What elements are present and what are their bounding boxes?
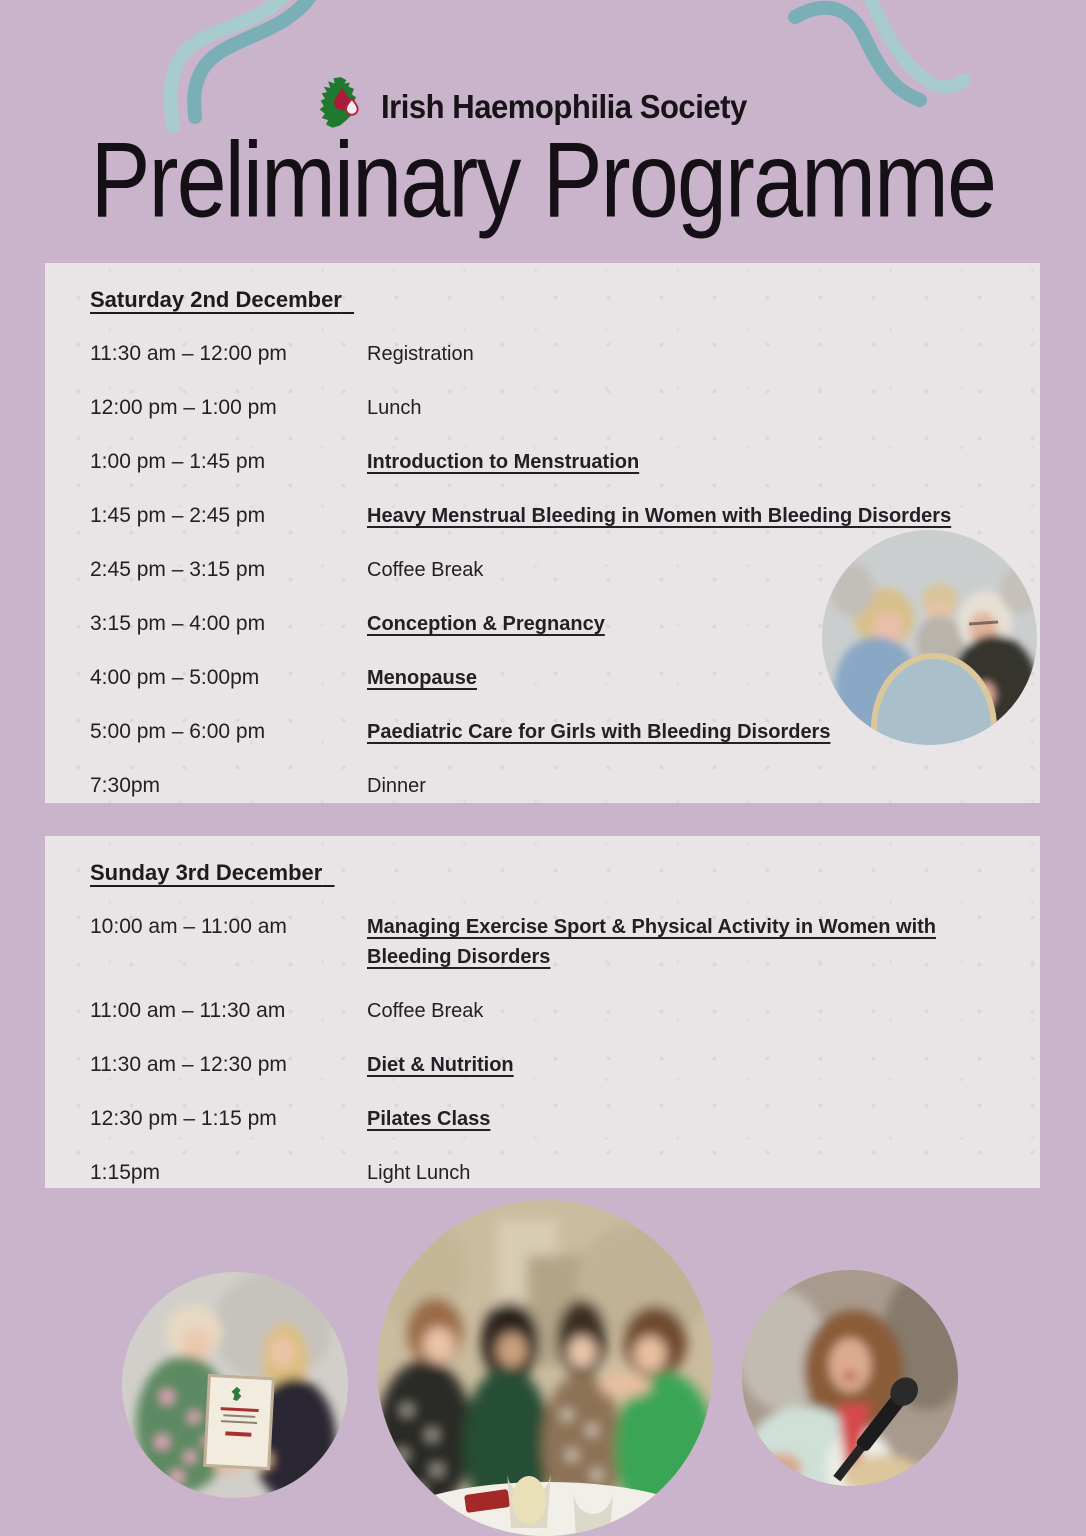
row-event: Registration — [367, 343, 474, 365]
day-heading: Saturday 2nd December — [90, 287, 342, 312]
row-event: Paediatric Care for Girls with Bleeding Disorders — [367, 721, 831, 743]
row-event: Pilates Class — [367, 1108, 491, 1130]
day-rows — [90, 912, 995, 1188]
society-name: Irish Haemophilia Society — [381, 87, 748, 125]
schedule-row — [90, 339, 995, 369]
schedule-row — [90, 1104, 995, 1134]
row-time: 7:30pm — [90, 774, 161, 797]
row-event: Introduction to Menstruation — [367, 451, 640, 473]
schedule-row — [90, 393, 995, 423]
schedule-row — [90, 912, 995, 972]
photo-award-presentation — [122, 1272, 348, 1498]
page-title: Preliminary Programme — [90, 119, 996, 240]
row-time: 11:30 am – 12:00 pm — [90, 342, 287, 365]
row-event: Menopause — [367, 667, 478, 689]
row-event: Managing Exercise Sport & Physical Activity in Women with Bleeding Disorders — [367, 916, 937, 968]
schedule-row — [90, 501, 995, 531]
schedule-row — [90, 717, 995, 747]
row-time: 4:00 pm – 5:00pm — [90, 666, 260, 689]
row-event: Coffee Break — [367, 559, 484, 581]
row-time: 5:00 pm – 6:00 pm — [90, 720, 266, 743]
row-event: Lunch — [367, 397, 422, 419]
schedule-row — [90, 771, 995, 801]
row-time: 1:15pm — [90, 1161, 161, 1184]
day-heading: Sunday 3rd December — [90, 860, 323, 885]
row-event: Conception & Pregnancy — [367, 613, 605, 635]
row-time: 11:00 am – 11:30 am — [90, 999, 286, 1022]
row-time: 1:00 pm – 1:45 pm — [90, 450, 266, 473]
row-time: 3:15 pm – 4:00 pm — [90, 612, 266, 635]
row-event: Light Lunch — [367, 1162, 471, 1184]
schedule-row — [90, 1158, 995, 1188]
row-event: Coffee Break — [367, 1000, 484, 1022]
row-event: Dinner — [367, 775, 426, 797]
schedule-row — [90, 1050, 995, 1080]
row-event: Heavy Menstrual Bleeding in Women with Bleeding Disorders — [367, 505, 952, 527]
row-time: 2:45 pm – 3:15 pm — [90, 558, 266, 581]
schedule-row — [90, 996, 995, 1026]
photo-speaker-microphone — [742, 1270, 958, 1486]
photo-dinner-table — [377, 1200, 713, 1536]
row-time: 11:30 am – 12:30 pm — [90, 1053, 287, 1076]
schedule-row — [90, 447, 995, 477]
row-time: 12:00 pm – 1:00 pm — [90, 396, 277, 419]
day-card — [45, 836, 1040, 1188]
row-time: 12:30 pm – 1:15 pm — [90, 1107, 277, 1130]
photo-audience-applause — [822, 530, 1037, 745]
row-time: 1:45 pm – 2:45 pm — [90, 504, 266, 527]
row-time: 10:00 am – 11:00 am — [90, 915, 287, 938]
row-event: Diet & Nutrition — [367, 1054, 514, 1076]
